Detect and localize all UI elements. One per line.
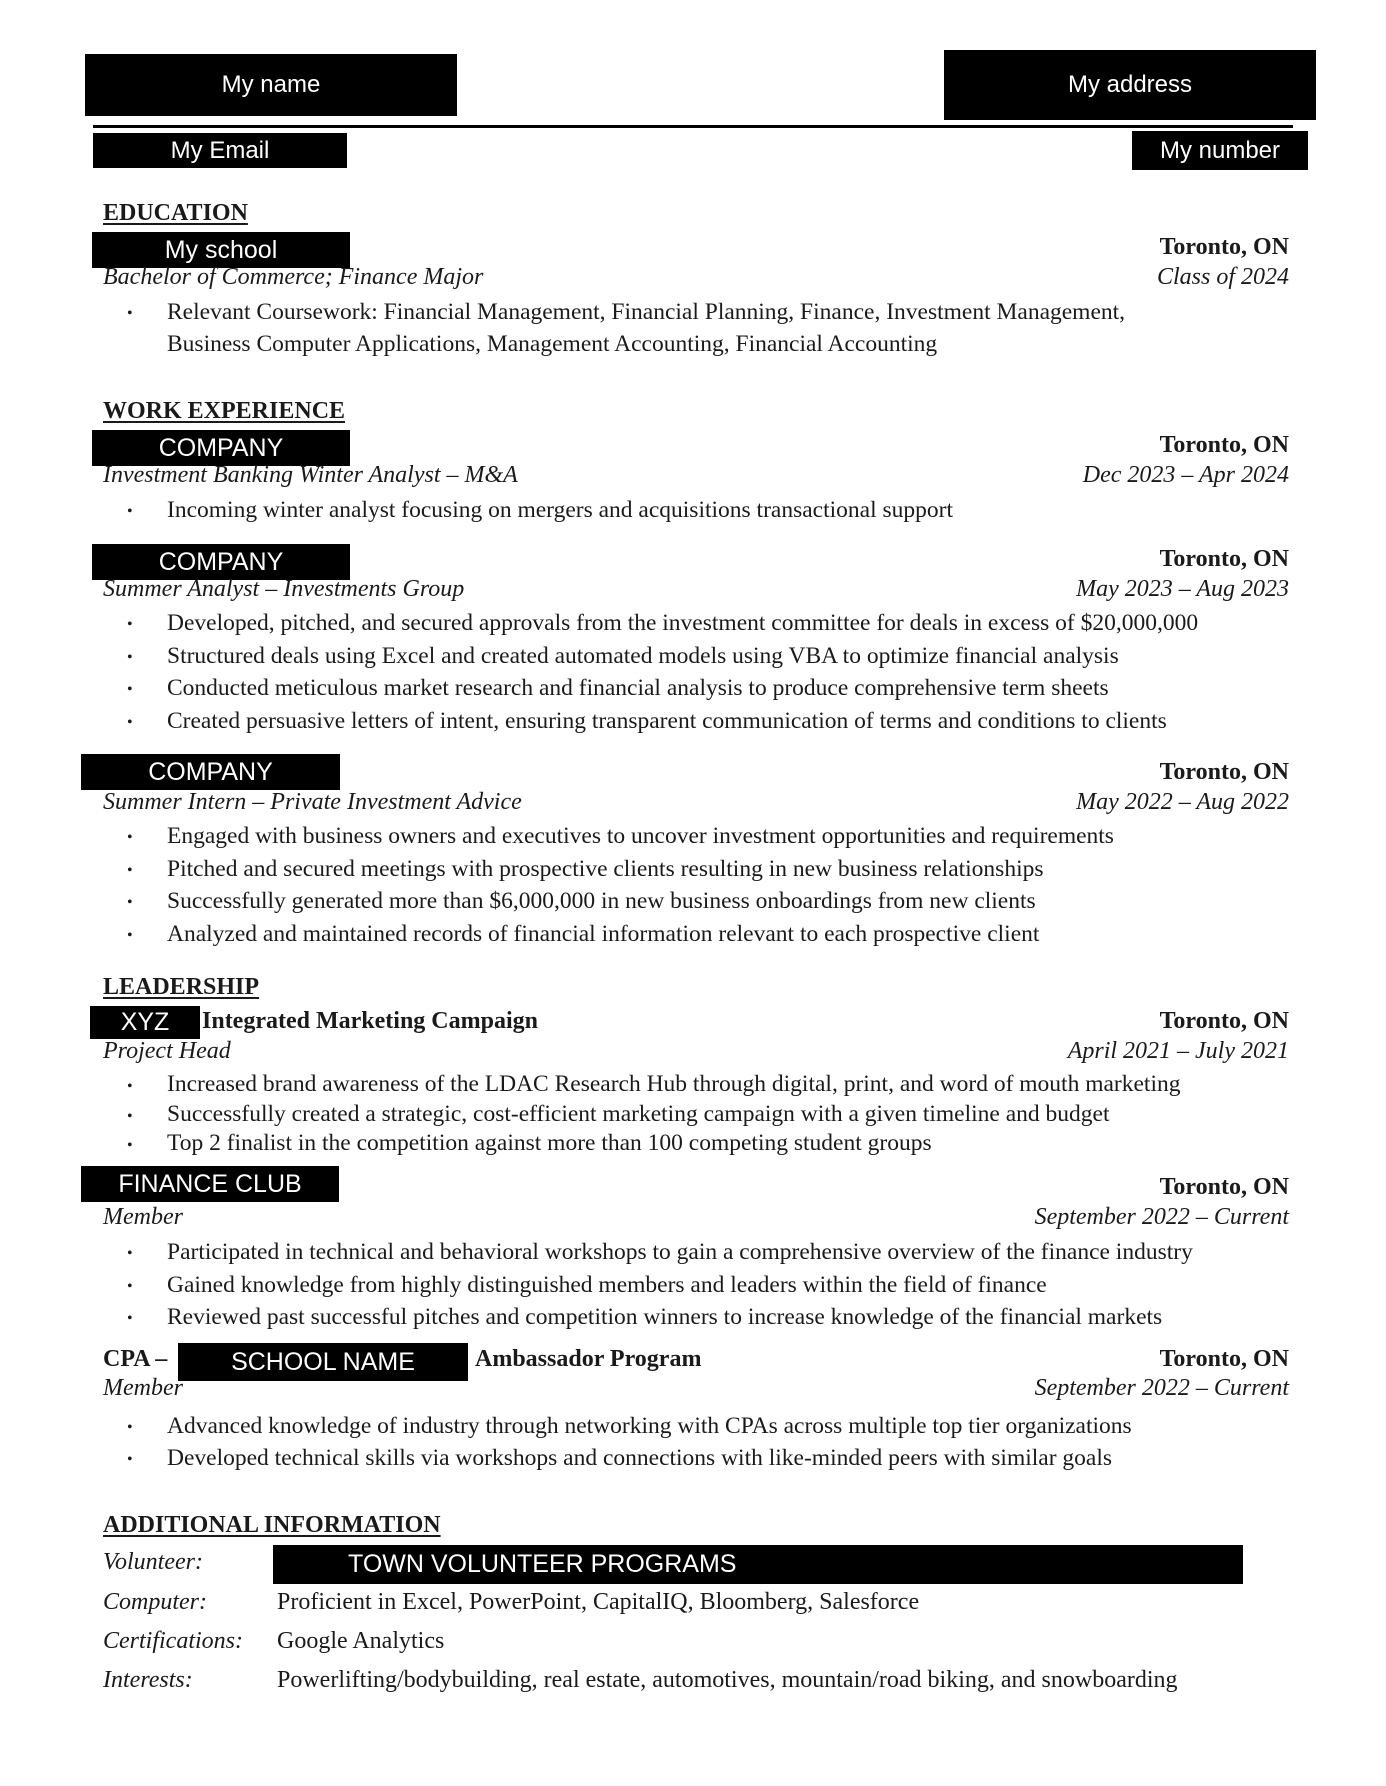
list-item: • Reviewed past successful pitches and competition winners to increase knowledge of the financial markets [103,1301,1193,1334]
list-item: • Pitched and secured meetings with prospective clients resulting in new business relationships [103,853,1114,886]
education-location: Toronto, ON [1159,234,1289,260]
job-location: Toronto, ON [1159,546,1289,572]
number-box: My number [1132,131,1308,170]
leadership-prefix: CPA – [103,1346,168,1372]
list-item: • Relevant Coursework: Financial Management, Financial Planning, Finance, Investment Management, [103,296,1125,329]
education-degree: Bachelor of Commerce; Finance Major [103,264,484,290]
leadership-bullets [103,1236,1193,1334]
list-item: • Created persuasive letters of intent, ensuring transparent communication of terms and conditions to clients [103,705,1198,738]
org-box: FINANCE CLUB [81,1166,339,1202]
education-bullets [103,296,1125,329]
job-location: Toronto, ON [1159,432,1289,458]
company-box: COMPANY [92,544,350,580]
list-item: • Conducted meticulous market research and financial analysis to produce comprehensive term sheets [103,672,1198,705]
leadership-location: Toronto, ON [1159,1174,1289,1200]
org-box: SCHOOL NAME [178,1343,468,1381]
list-item: • Successfully generated more than $6,000,000 in new business onboardings from new clients [103,885,1114,918]
leadership-title: Ambassador Program [475,1346,702,1372]
education-bullet-continuation: Business Computer Applications, Management Accounting, Financial Accounting [167,331,938,357]
interests-label: Interests: [103,1667,193,1693]
volunteer-box: TOWN VOLUNTEER PROGRAMS [273,1545,1243,1584]
list-item: • Top 2 finalist in the competition against more than 100 competing student groups [103,1129,1180,1159]
leadership-date: September 2022 – Current [1034,1375,1289,1401]
list-item: • Gained knowledge from highly distinguished members and leaders within the field of finance [103,1269,1193,1302]
job-date: Dec 2023 – Apr 2024 [1082,462,1289,488]
list-item: • Structured deals using Excel and created automated models using VBA to optimize financial analysis [103,640,1198,673]
leadership-bullets [103,1070,1180,1159]
email-box: My Email [93,133,347,168]
company-box: COMPANY [81,754,340,790]
list-item: • Incoming winter analyst focusing on mergers and acquisitions transactional support [103,494,953,527]
header-rule [93,125,1293,128]
work-heading: WORK EXPERIENCE [103,398,346,424]
certifications-label: Certifications: [103,1628,243,1654]
list-item: • Developed, pitched, and secured approvals from the investment committee for deals in excess of $20,000,000 [103,607,1198,640]
job-bullets [103,607,1198,737]
list-item: • Developed technical skills via workshops and connections with like-minded peers with similar goals [103,1442,1132,1474]
certifications-value: Google Analytics [277,1628,445,1654]
leadership-location: Toronto, ON [1159,1008,1289,1034]
job-bullets [103,494,953,527]
org-box: XYZ [90,1006,200,1039]
leadership-role: Project Head [103,1038,231,1064]
list-item: • Successfully created a strategic, cost-efficient marketing campaign with a given timeline and budget [103,1100,1180,1130]
education-date: Class of 2024 [1156,264,1289,290]
leadership-bullets [103,1410,1132,1474]
list-item: • Advanced knowledge of industry through networking with CPAs across multiple top tier organizations [103,1410,1132,1442]
leadership-date: April 2021 – July 2021 [1067,1038,1289,1064]
list-item: • Increased brand awareness of the LDAC Research Hub through digital, print, and word of mouth marketing [103,1070,1180,1100]
address-box: My address [944,50,1316,120]
name-box: My name [85,54,457,116]
job-role: Investment Banking Winter Analyst – M&A [103,462,518,488]
list-item: • Analyzed and maintained records of financial information relevant to each prospective client [103,918,1114,951]
computer-value: Proficient in Excel, PowerPoint, CapitalIQ, Bloomberg, Salesforce [277,1589,920,1615]
leadership-date: September 2022 – Current [1034,1204,1289,1230]
computer-label: Computer: [103,1589,207,1615]
leadership-role: Member [103,1375,183,1401]
job-location: Toronto, ON [1159,759,1289,785]
leadership-title: Integrated Marketing Campaign [202,1008,538,1034]
job-role: Summer Intern – Private Investment Advice [103,789,522,815]
job-role: Summer Analyst – Investments Group [103,576,465,602]
list-item: • Engaged with business owners and executives to uncover investment opportunities and requirements [103,820,1114,853]
list-item: • Participated in technical and behavioral workshops to gain a comprehensive overview of the finance industry [103,1236,1193,1269]
education-heading: EDUCATION [103,200,248,226]
leadership-role: Member [103,1204,183,1230]
school-box: My school [92,232,350,268]
job-date: May 2023 – Aug 2023 [1076,576,1289,602]
interests-value: Powerlifting/bodybuilding, real estate, automotives, mountain/road biking, and snowboarding [277,1667,1178,1693]
leadership-location: Toronto, ON [1159,1346,1289,1372]
leadership-heading: LEADERSHIP [103,974,260,1000]
job-bullets [103,820,1114,950]
job-date: May 2022 – Aug 2022 [1076,789,1289,815]
volunteer-label: Volunteer: [103,1549,203,1575]
additional-heading: ADDITIONAL INFORMATION [103,1512,441,1538]
company-box: COMPANY [92,430,350,466]
